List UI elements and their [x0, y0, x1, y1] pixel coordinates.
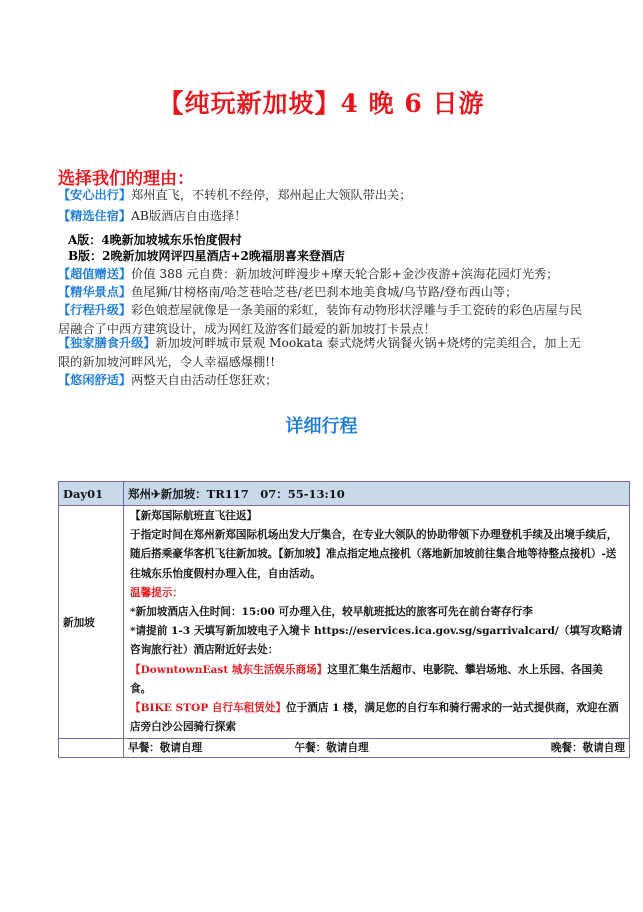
plan-b: B版：2晚新加坡网评四星酒店+2晚福朋喜来登酒店 — [68, 249, 345, 263]
reason-text: 郑州直飞，不转机不经停，郑州起止大领队带出关； — [131, 188, 412, 202]
day-details — [124, 506, 630, 739]
page-title: 【纯玩新加坡】4 晚 6 日游 — [158, 89, 485, 118]
poi-text: 这里汇集生活超市、电影院、攀岩场地、水上乐园、各国美食。 — [130, 663, 603, 695]
day-route: 郑州✈新加坡：TR117 07：55-13:10 — [124, 482, 630, 506]
reason-tag: 【悠闲舒适】 — [58, 373, 132, 387]
day-content-row — [59, 506, 630, 739]
reason-safe-travel — [58, 186, 588, 205]
reason-leisure — [58, 371, 588, 390]
day-header-row — [59, 482, 630, 506]
day-location: 新加坡 — [59, 506, 124, 739]
meals-empty-cell — [59, 739, 124, 758]
reason-tag: 【超值赠送】 — [58, 267, 132, 281]
reason-tag: 【独家膳食升级】 — [58, 336, 156, 350]
day-label: Day01 — [59, 482, 124, 506]
itinerary-heading: 详细行程 — [285, 416, 358, 437]
reason-bonus — [58, 265, 588, 284]
reason-tag: 【精华景点】 — [58, 285, 132, 299]
day-description: 于指定时间在郑州新郑国际机场出发大厅集合，在专业大领队的协助带领下办理登机手续及出境手续后，随后搭乘豪华客机飞往新加坡。【新加坡】准点指定地点接机（落地新加坡前往集合地等待整点接机）-送往城东乐怡度假村办理入住，自由活动。 — [130, 529, 618, 580]
reason-text: 鱼尾狮/甘榜格南/哈芝巷哈芝巷/老巴刹本地美食城/乌节路/登布西山等； — [131, 285, 518, 299]
reason-text: 价值 388 元自费：新加坡河畔漫步+摩天轮合影+金沙夜游+滨海花园灯光秀； — [131, 267, 559, 281]
meals-cell — [124, 739, 630, 758]
lunch: 午餐：敬请自理 — [294, 742, 369, 755]
tip-checkin: *新加坡酒店入住时间：15:00 可办理入住，较早航班抵达的旅客可先在前台寄存行李 — [130, 606, 533, 619]
poi-tag: 【DowntownEast 城东生活娱乐商场】 — [130, 663, 328, 676]
breakfast: 早餐：敬请自理 — [128, 742, 203, 755]
poi-text: 位于酒店 1 楼，满足您的自行车和骑行需求的一站式提供商，欢迎在酒店旁白沙公园骑行探索 — [130, 702, 619, 734]
reason-tag: 【行程升级】 — [58, 303, 132, 317]
reason-sights — [58, 283, 588, 302]
itinerary-table — [58, 481, 630, 758]
tips-label: 温馨提示： — [130, 586, 183, 599]
reasons-heading: 选择我们的理由： — [58, 169, 194, 189]
reason-hotel — [58, 207, 588, 226]
poi-bike-stop — [130, 699, 623, 737]
reason-text: 两整天自由活动任您狂欢； — [131, 373, 278, 387]
flight-subtitle: 【新郑国际航班直飞往返】 — [130, 510, 258, 522]
reason-text: 彩色娘惹屋就像是一条美丽的彩虹，装饰有动物形状浮雕与手工瓷砖的彩色店屋与民居融合了中西方建筑设计，成为网红及游客们最爱的新加坡打卡景点！ — [58, 303, 583, 336]
poi-tag: 【BIKE STOP 自行车租赁处】 — [130, 702, 287, 715]
reason-meal — [58, 334, 588, 372]
tip-arrival-card: *请提前 1-3 天填写新加坡电子入境卡 https://eservices.ica.gov.sg/sgarrivalcard/（填写攻略请咨询旅行社）酒店附近好去处： — [130, 625, 623, 657]
meals-row — [59, 739, 630, 758]
poi-downtown-east — [130, 661, 623, 699]
dinner: 晚餐：敬请自理 — [550, 742, 625, 755]
reason-tag: 【安心出行】 — [58, 188, 132, 202]
reason-tag: 【精选住宿】 — [58, 209, 132, 223]
reason-text: 新加坡河畔城市景观 Mookata 泰式烧烤火锅餐火锅+烧烤的完美组合，加上无限的新加坡河畔风光，令人幸福感爆棚!! — [58, 336, 581, 369]
plan-a: A版：4晚新加坡城东乐怡度假村 — [68, 233, 242, 247]
reason-text: AB版酒店自由选择！ — [131, 209, 247, 223]
